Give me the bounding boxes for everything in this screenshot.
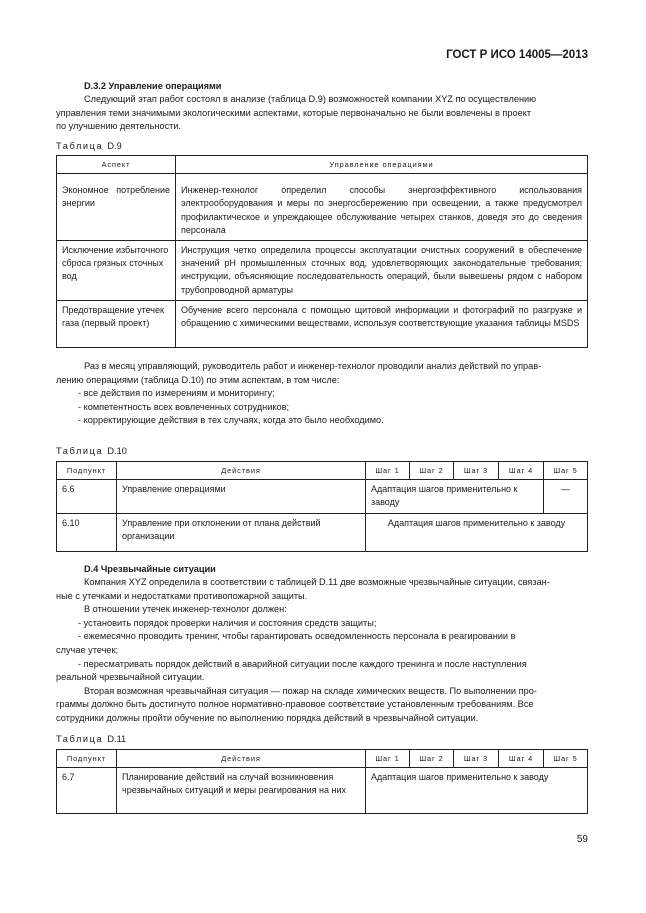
paragraph-review (56, 360, 588, 428)
table-header-row (57, 750, 588, 768)
table-d9 (56, 155, 588, 348)
table-header-row (57, 156, 588, 174)
header-cell: Шаг 5 (544, 750, 588, 768)
paragraph-d32 (56, 93, 588, 134)
text-line: по улучшению деятельности. (56, 121, 182, 132)
table-row (57, 174, 588, 241)
header-cell: Шаг 1 (366, 750, 410, 768)
header-cell: Шаг 3 (454, 750, 499, 768)
steps-cell: Адаптация шагов применительно к заводу (366, 513, 588, 551)
table-row (57, 241, 588, 301)
header-cell: Управление операциями (176, 156, 588, 174)
list-item: - компетентность всех вовлеченных сотрудников; (78, 401, 290, 412)
aspect-cell: Исключение избыточного сброса грязных сточных вод (57, 241, 176, 301)
standard-header: ГОСТ Р ИСО 14005—2013 (446, 49, 588, 61)
list-item: - ежемесячно проводить тренинг, чтобы гарантировать осведомленность персонала в реагировании в (78, 631, 516, 642)
table-d10-caption (56, 446, 127, 456)
caption-number: D.11 (107, 734, 127, 744)
header-cell: Действия (117, 462, 366, 480)
caption-word: Таблица (56, 734, 104, 744)
subclause-cell: 6.6 (57, 480, 117, 513)
paragraph-d4 (56, 576, 588, 726)
table-d11 (56, 749, 588, 814)
header-cell: Шаг 2 (410, 750, 454, 768)
header-cell: Шаг 1 (366, 462, 410, 480)
page-number: 59 (576, 834, 588, 845)
table-row (57, 513, 588, 551)
control-cell: Инженер-технолог определил способы энергоэффективного использования электрооборудования и меры по энергосбережению при освещении, а также предусмотрел профилактическое и упреждающее обслуживание четырех станков, доведя это до сведения персонала (176, 174, 588, 241)
list-item: - корректирующие действия в тех случаях, когда это было необходимо. (78, 415, 384, 426)
text-line: лению операциями (таблица D.10) по этим аспектам, в том числе: (56, 374, 340, 385)
caption-word: Таблица (56, 141, 104, 151)
caption-number: D.9 (107, 141, 122, 151)
header-cell: Подпункт (57, 750, 117, 768)
subclause-cell: 6.7 (57, 768, 117, 814)
subclause-cell: 6.10 (57, 513, 117, 551)
list-item: - пересматривать порядок действий в аварийной ситуации после каждого тренинга и после наступления (78, 658, 527, 669)
control-cell: Инструкция четко определила процессы эксплуатации очистных сооружений в обеспечение значений pH промышленных сточных вод, удовлетворяющих законодательные требования; инструкции, объясняющие последовательность операций, были вывешены рядом с набором трубопроводной арматуры (176, 241, 588, 301)
control-cell: Обучение всего персонала с помощью щитовой информации и фотографий по разгрузке и обращению с химическими веществами, используя соответствующие указания таблицы MSDS (176, 300, 588, 347)
action-cell: Управление при отклонении от плана действий организации (117, 513, 366, 551)
header-cell: Аспект (57, 156, 176, 174)
steps-cell: Адаптация шагов применительно к заводу (366, 480, 544, 513)
table-d11-caption (56, 734, 126, 744)
text-line: В отношении утечек инженер-технолог должен: (84, 604, 287, 615)
step5-cell: — (544, 480, 588, 513)
text-line: Следующий этап работ состоял в анализе (таблица D.9) возможностей компании XYZ по осуществлению (84, 94, 537, 104)
text-line: Раз в месяц управляющий, руководитель работ и инженер-технолог проводили анализ действий по управ- (84, 361, 542, 371)
header-cell: Шаг 4 (499, 750, 544, 768)
text-line: сотрудники должны пройти обучение по выполнению порядка действий в чрезвычайной ситуации. (56, 712, 479, 723)
text-line: случае утечек; (56, 644, 119, 655)
table-d10 (56, 461, 588, 552)
text-line: Вторая возможная чрезвычайная ситуация — пожар на складе химических веществ. По выполнении про- (84, 685, 537, 696)
header-cell: Шаг 5 (544, 462, 588, 480)
section-heading-d32: D.3.2 Управление операциями (84, 81, 222, 91)
text-line: Компания XYZ определила в соответствии с таблицей D.11 две возможные чрезвычайные ситуации, связан- (84, 577, 550, 587)
list-item: - установить порядок проверки наличия и состояния средств защиты; (78, 617, 377, 628)
aspect-cell: Предотвращение утечек газа (первый проект) (57, 300, 176, 347)
table-d9-caption (56, 141, 122, 151)
table-row (57, 300, 588, 347)
table-row (57, 768, 588, 814)
text-line: реальной чрезвычайной ситуации. (56, 672, 205, 683)
header-cell: Действия (117, 750, 366, 768)
caption-word: Таблица (56, 446, 104, 456)
text-line: управления теми значимыми экологическими аспектами, которые первоначально не были вовлечены в проект (56, 107, 532, 118)
header-cell: Подпункт (57, 462, 117, 480)
table-row (57, 480, 588, 513)
text-line: граммы должно быть достигнуто полное нормативно-правовое соответствие установленным требованиям. Все (56, 699, 534, 710)
text-line: ные с утечками и недостатками противопожарной защиты. (56, 590, 308, 601)
list-item: - все действия по измерениям и мониторингу; (78, 388, 275, 399)
action-cell: Планирование действий на случай возникновения чрезвычайных ситуаций и меры реагирования на них (117, 768, 366, 814)
header-cell: Шаг 2 (410, 462, 454, 480)
steps-cell: Адаптация шагов применительно к заводу (366, 768, 588, 814)
header-cell: Шаг 4 (499, 462, 544, 480)
caption-number: D.10 (107, 446, 127, 456)
aspect-cell: Экономное потребление энергии (57, 174, 176, 241)
action-cell: Управление операциями (117, 480, 366, 513)
header-cell: Шаг 3 (454, 462, 499, 480)
section-heading-d4: D.4 Чрезвычайные ситуации (84, 564, 216, 574)
table-header-row (57, 462, 588, 480)
